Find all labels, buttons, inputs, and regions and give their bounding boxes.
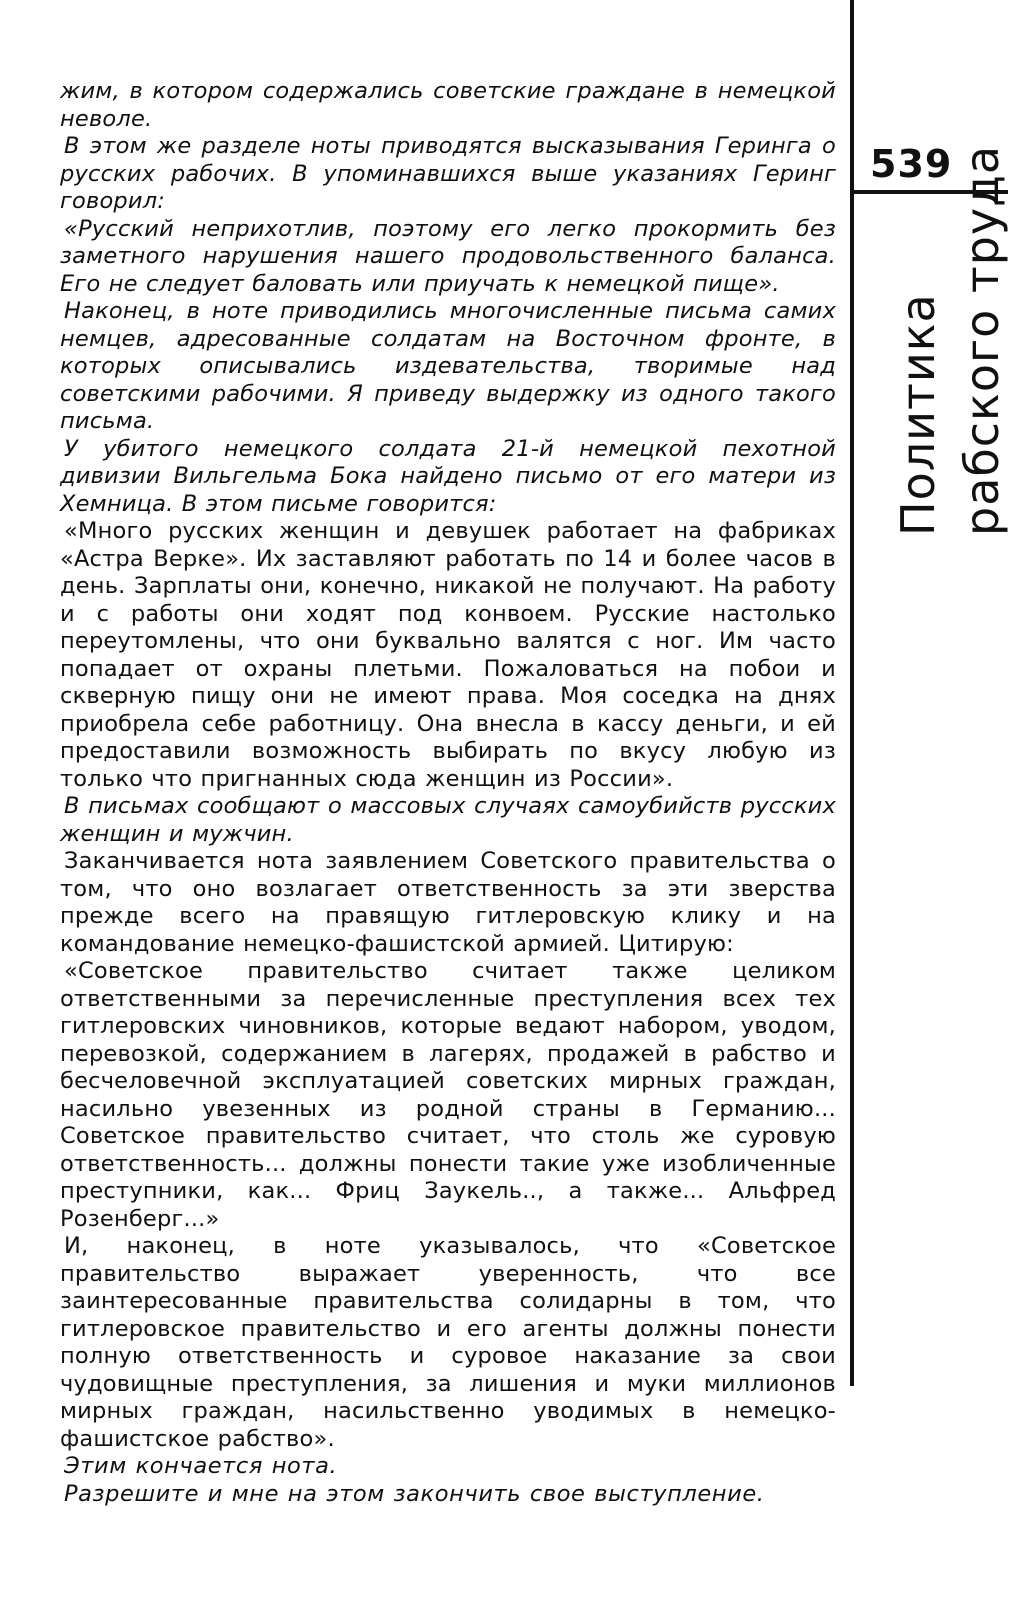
paragraph-continuation: жим, в котором содержались советские граждане в немецкой неволе.: [60, 78, 836, 132]
page-body-text: [60, 78, 836, 1508]
paragraph-closing: Разрешите и мне на этом закончить свое выступление.: [64, 1480, 765, 1507]
paragraph-soldier-letter: У убитого немецкого солдата 21-й немецкой пехотной дивизии Вильгельма Бока найдено письмо от его матери из Хемница. В этом письме говорится:: [60, 435, 836, 517]
quote-mother-letter: «Много русских женщин и девушек работает на фабриках «Астра Верке». Их заставляют работать по 14 и более часов в день. Зарплаты они, конечно, никакой не получают. На работу и с работы они ходят под конвоем. Русские настолько переутомлены, что они буквально валятся с ног. Им часто попадает от охраны плетьми. Пожаловаться на побои и скверную пищу они не имеют права. Моя соседка на днях приобрела себе работницу. Она внесла в кассу деньги, и ей предоставили возможность выбирать по вкусу любую из только что пригнанных сюда женщин из России».: [60, 518, 836, 792]
quote-soviet-government: «Советское правительство считает также целиком ответственными за перечисленные преступления всех тех гитлеровских чиновников, которые ведают набором, уводом, перевозкой, содержанием в лагерях, продажей в рабство и бесчеловечной эксплуатацией советских мирных граждан, насильно увезенных из родной страны в Германию... Советское правительство считает, что столь же суровую ответственность... должны понести такие уже изобличенные преступники, как... Фриц Заукель.., а также... Альфред Розенберг...»: [60, 958, 836, 1232]
paragraph-note-conclusion: Заканчивается нота заявлением Советского правительства о том, что оно возлагает ответственность за эти зверства прежде всего на правящую гитлеровскую клику и на командование немецко-фашистской армией. Цитирую:: [60, 848, 836, 957]
paragraph-final-note-quote: И, наконец, в ноте указывалось, что «Советское правительство выражает уверенность, что все заинтересованные правительства солидарны в том, что гитлеровское правительство и его агенты должны понести полную ответственность и суровое наказание за свои чудовищные преступления, за лишения и муки миллионов мирных граждан, насильственно уводимых в немецко-фашистское рабство».: [60, 1233, 836, 1452]
paragraph-goering-intro: В этом же разделе ноты приводятся высказывания Геринга о русских рабочих. В упоминавшихся выше указаниях Геринг говорил:: [60, 133, 836, 214]
margin-vertical-rule: [850, 0, 854, 1386]
running-head-line-2: рабского труда: [955, 144, 1009, 536]
quote-goering: «Русский неприхотлив, поэтому его легко прокормить без заметного нарушения нашего продовольственного баланса. Его не следует баловать или приучать к немецкой пище».: [60, 215, 836, 297]
running-head-line-1: Политика: [891, 293, 945, 536]
paragraph-note-ends: Этим кончается нота.: [64, 1453, 338, 1479]
paragraph-letters-intro: Наконец, в ноте приводились многочисленные письма самих немцев, адресованные солдатам на Восточном фронте, в которых описывались издевательства, творимые над советскими рабочими. Я приведу выдержку из одного такого письма.: [60, 298, 836, 434]
paragraph-suicides: В письмах сообщают о массовых случаях самоубийств русских женщин и мужчин.: [60, 793, 836, 847]
page-number: 539: [870, 142, 953, 186]
